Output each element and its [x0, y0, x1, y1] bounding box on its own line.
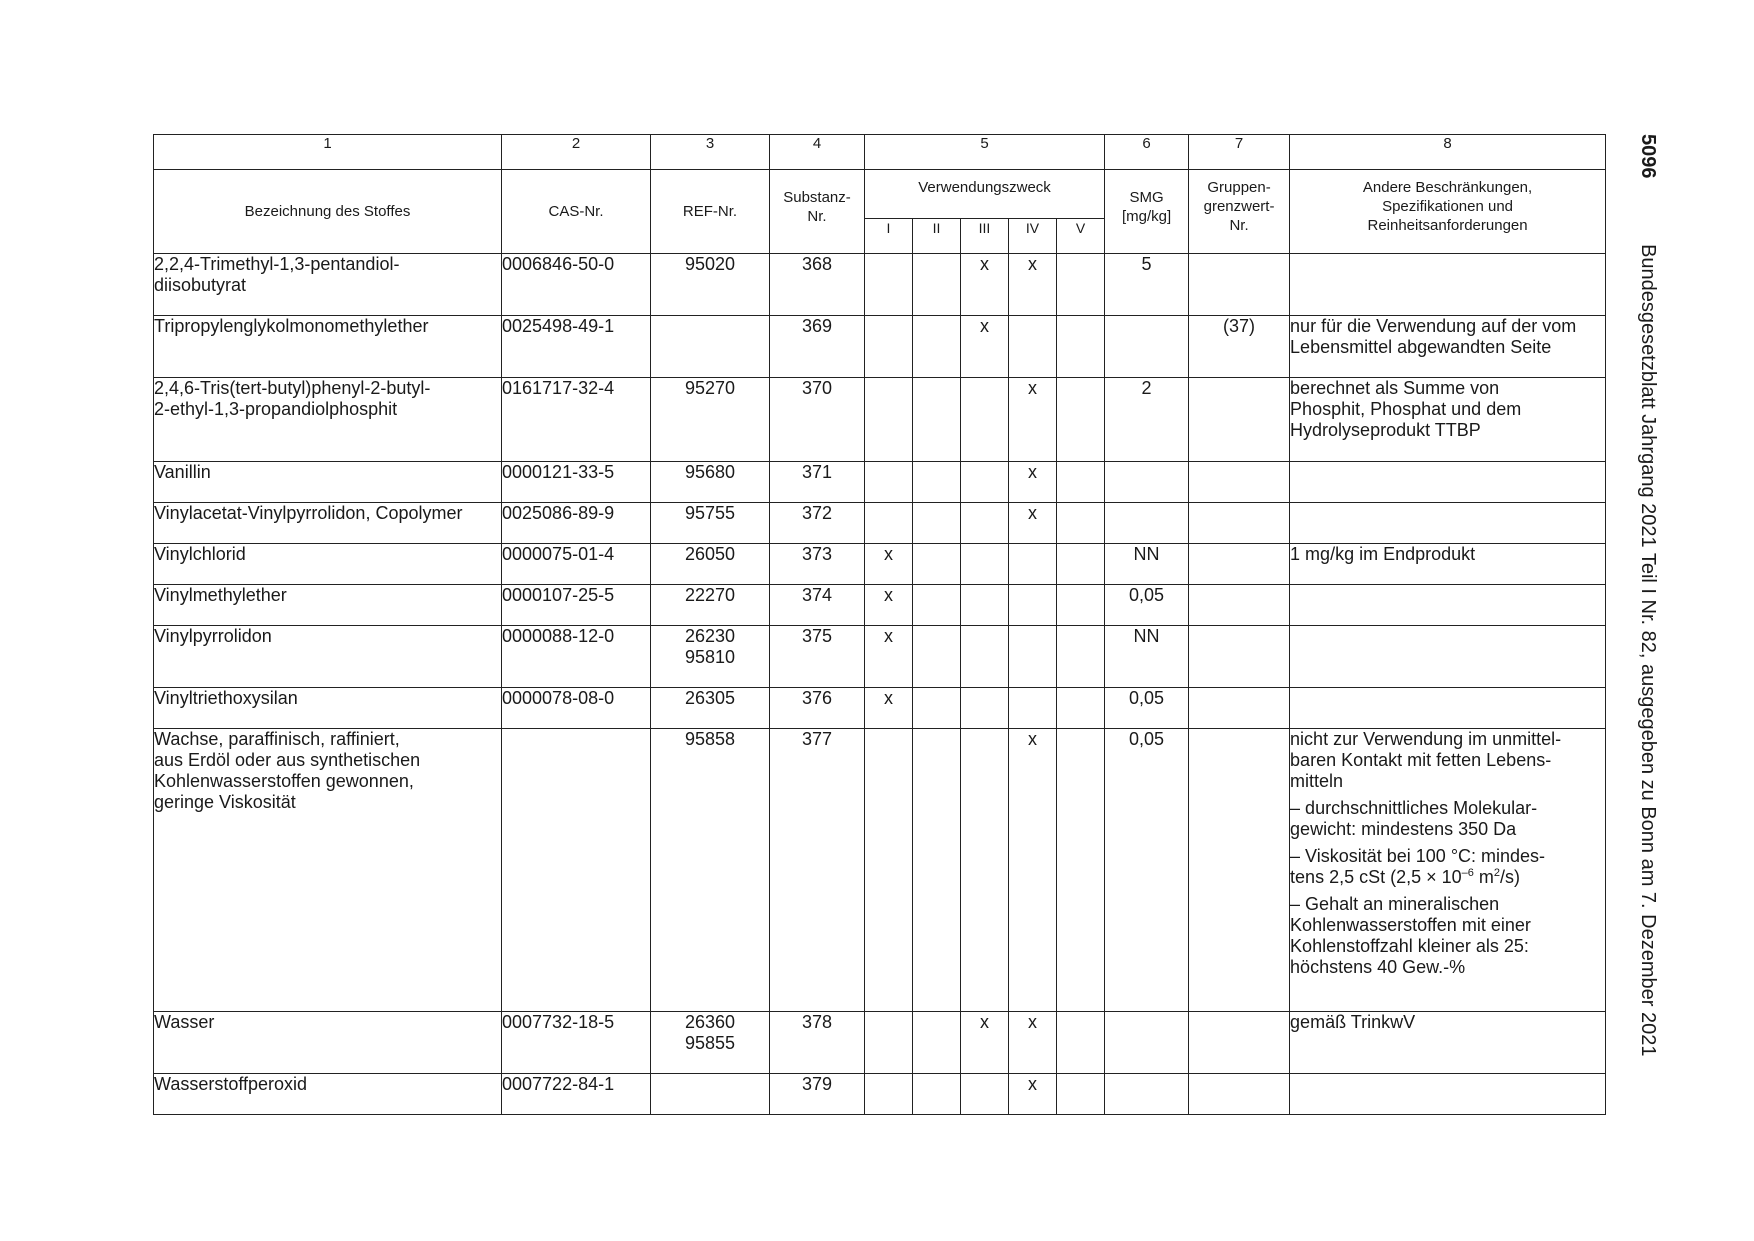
ref-number: 95270 [651, 378, 770, 462]
table-row [154, 254, 1606, 316]
restrictions: nicht zur Verwendung im unmittel- baren Kontakt mit fetten Lebens- mitteln – durchschnittliches Molekular- gewicht: mindestens 350 Da – Viskosität bei 100 °C: mindes- tens 2,5 cSt ($2,5 \times 10^{-6}$ $m^2/s$) – Gehalt an mineralischen Kohlenwasserstoffen mit einer Kohlenstoffzahl kleiner als 25: höchstens 40 Gew.-% [1290, 729, 1606, 1012]
smg-value: 0,05 [1105, 688, 1189, 729]
use-mark: x [961, 316, 1009, 378]
use-mark [913, 462, 961, 503]
use-mark [1057, 585, 1105, 626]
use-mark [961, 462, 1009, 503]
column-number-row [154, 135, 1606, 170]
use-mark [961, 626, 1009, 688]
use-mark [961, 585, 1009, 626]
use-mark [913, 1012, 961, 1074]
column-number: 8 [1290, 135, 1606, 170]
substance-name: Vinylpyrrolidon [154, 626, 502, 688]
group-limit [1189, 729, 1290, 1012]
ref-number: 95680 [651, 462, 770, 503]
substance-number: 378 [770, 1012, 865, 1074]
table-row [154, 503, 1606, 544]
use-mark [961, 1074, 1009, 1115]
cas-number: 0000078-08-0 [502, 688, 651, 729]
table-row [154, 688, 1606, 729]
ref-number [651, 1074, 770, 1115]
header-verwendung: Verwendungszweck [865, 170, 1105, 219]
column-number: 1 [154, 135, 502, 170]
use-mark [913, 585, 961, 626]
use-mark [865, 316, 913, 378]
use-mark [961, 503, 1009, 544]
ref-number: 22270 [651, 585, 770, 626]
restrictions [1290, 1074, 1606, 1115]
smg-value: 2 [1105, 378, 1189, 462]
use-mark [913, 729, 961, 1012]
group-limit [1189, 1074, 1290, 1115]
restrictions [1290, 688, 1606, 729]
substance-number: 379 [770, 1074, 865, 1115]
smg-value [1105, 462, 1189, 503]
use-mark [961, 544, 1009, 585]
substance-name: 2,2,4-Trimethyl-1,3-pentandiol- diisobutyrat [154, 254, 502, 316]
use-mark [961, 688, 1009, 729]
group-limit [1189, 462, 1290, 503]
use-mark [1057, 1012, 1105, 1074]
cas-number: 0006846-50-0 [502, 254, 651, 316]
header-andere: Andere Beschränkungen, Spezifikationen und Reinheitsanforderungen [1290, 170, 1606, 254]
substance-name: Vinyltriethoxysilan [154, 688, 502, 729]
table-row [154, 729, 1606, 1012]
substance-name: Tripropylenglykolmonomethylether [154, 316, 502, 378]
use-mark: x [1009, 1012, 1057, 1074]
substance-name: Vinylacetat-Vinylpyrrolidon, Copolymer [154, 503, 502, 544]
use-mark [913, 254, 961, 316]
substance-name: Vanillin [154, 462, 502, 503]
ref-number: 26305 [651, 688, 770, 729]
smg-value [1105, 1074, 1189, 1115]
header-use-v: V [1057, 219, 1105, 254]
use-mark: x [865, 626, 913, 688]
header-use-iii: III [961, 219, 1009, 254]
group-limit [1189, 585, 1290, 626]
table-row [154, 585, 1606, 626]
restrictions [1290, 462, 1606, 503]
use-mark: x [1009, 729, 1057, 1012]
use-mark [1057, 729, 1105, 1012]
substance-number: 371 [770, 462, 865, 503]
use-mark [1009, 316, 1057, 378]
use-mark: x [865, 585, 913, 626]
column-number: 6 [1105, 135, 1189, 170]
use-mark [913, 503, 961, 544]
group-limit [1189, 254, 1290, 316]
use-mark [1057, 254, 1105, 316]
ref-number: 26360 95855 [651, 1012, 770, 1074]
use-mark [1057, 688, 1105, 729]
use-mark: x [1009, 378, 1057, 462]
smg-value: 5 [1105, 254, 1189, 316]
restrictions: nur für die Verwendung auf der vom Lebensmittel abgewandten Seite [1290, 316, 1606, 378]
smg-value: 0,05 [1105, 585, 1189, 626]
use-mark [1057, 378, 1105, 462]
cas-number: 0007722-84-1 [502, 1074, 651, 1115]
smg-value [1105, 316, 1189, 378]
use-mark [1057, 462, 1105, 503]
cas-number: 0000088-12-0 [502, 626, 651, 688]
group-limit [1189, 688, 1290, 729]
cas-number: 0025086-89-9 [502, 503, 651, 544]
restrictions: berechnet als Summe von Phosphit, Phosphat und dem Hydrolyseprodukt TTBP [1290, 378, 1606, 462]
use-mark [1057, 626, 1105, 688]
smg-value [1105, 503, 1189, 544]
cas-number: 0025498-49-1 [502, 316, 651, 378]
use-mark [1057, 503, 1105, 544]
substance-name: Vinylmethylether [154, 585, 502, 626]
header-row [154, 170, 1606, 219]
header-name: Bezeichnung des Stoffes [154, 170, 502, 254]
use-mark [1057, 544, 1105, 585]
substance-number: 375 [770, 626, 865, 688]
substance-number: 376 [770, 688, 865, 729]
running-title: Bundesgesetzblatt Jahrgang 2021 Teil I Nr. 82, ausgegeben zu Bonn am 7. Dezember 2021 [1637, 244, 1659, 1057]
use-mark [1009, 688, 1057, 729]
use-mark [1009, 585, 1057, 626]
table-row [154, 1012, 1606, 1074]
restriction-bullet: – Viskosität bei 100 °C: mindes- tens 2,5 cSt ($2,5 \times 10^{-6}$ $m^2/s$) [1290, 846, 1546, 887]
use-mark: x [1009, 1074, 1057, 1115]
ref-number: 95755 [651, 503, 770, 544]
substance-number: 377 [770, 729, 865, 1012]
header-ref: REF-Nr. [651, 170, 770, 254]
restriction-bullet: – durchschnittliches Molekular- gewicht: mindestens 350 Da [1290, 798, 1538, 839]
use-mark [865, 1012, 913, 1074]
header-cas: CAS-Nr. [502, 170, 651, 254]
use-mark [1057, 316, 1105, 378]
group-limit [1189, 503, 1290, 544]
table-body [154, 254, 1606, 1115]
substance-number: 373 [770, 544, 865, 585]
table-row [154, 316, 1606, 378]
table-row [154, 462, 1606, 503]
use-mark [865, 503, 913, 544]
restrictions [1290, 503, 1606, 544]
use-mark [865, 378, 913, 462]
use-mark [913, 316, 961, 378]
cas-number [502, 729, 651, 1012]
restrictions: 1 mg/kg im Endprodukt [1290, 544, 1606, 585]
use-mark [865, 254, 913, 316]
use-mark [865, 729, 913, 1012]
column-number: 4 [770, 135, 865, 170]
use-mark [865, 1074, 913, 1115]
cas-number: 0161717-32-4 [502, 378, 651, 462]
column-number: 2 [502, 135, 651, 170]
cas-number: 0000121-33-5 [502, 462, 651, 503]
table-row [154, 544, 1606, 585]
restrictions [1290, 585, 1606, 626]
ref-number: 95020 [651, 254, 770, 316]
use-mark [913, 1074, 961, 1115]
table-row [154, 626, 1606, 688]
column-number: 5 [865, 135, 1105, 170]
column-number: 7 [1189, 135, 1290, 170]
table-row [154, 378, 1606, 462]
use-mark [961, 729, 1009, 1012]
column-number: 3 [651, 135, 770, 170]
substance-name: Wasser [154, 1012, 502, 1074]
use-mark: x [961, 1012, 1009, 1074]
substance-name: Wasserstoffperoxid [154, 1074, 502, 1115]
use-mark [1057, 1074, 1105, 1115]
ref-number: 95858 [651, 729, 770, 1012]
header-use-ii: II [913, 219, 961, 254]
group-limit [1189, 1012, 1290, 1074]
use-mark: x [1009, 254, 1057, 316]
use-mark: x [865, 688, 913, 729]
substance-number: 369 [770, 316, 865, 378]
restrictions [1290, 626, 1606, 688]
use-mark [913, 626, 961, 688]
group-limit: (37) [1189, 316, 1290, 378]
restriction-bullet: – Gehalt an mineralischen Kohlenwasserstoffen mit einer Kohlenstoffzahl kleiner als 25: höchstens 40 Gew.-% [1290, 894, 1531, 977]
smg-value: NN [1105, 626, 1189, 688]
cas-number: 0000075-01-4 [502, 544, 651, 585]
smg-value: NN [1105, 544, 1189, 585]
smg-value: 0,05 [1105, 729, 1189, 1012]
use-mark [913, 378, 961, 462]
use-mark [913, 544, 961, 585]
substance-number: 374 [770, 585, 865, 626]
use-mark [1009, 544, 1057, 585]
cas-number: 0000107-25-5 [502, 585, 651, 626]
substance-number: 368 [770, 254, 865, 316]
ref-number [651, 316, 770, 378]
ref-number: 26050 [651, 544, 770, 585]
use-mark [961, 378, 1009, 462]
substance-table [153, 134, 1606, 1115]
header-use-i: I [865, 219, 913, 254]
group-limit [1189, 378, 1290, 462]
header-substanz: Substanz- Nr. [770, 170, 865, 254]
substance-name: Wachse, paraffinisch, raffiniert, aus Erdöl oder aus synthetischen Kohlenwasserstoffen gewonnen, geringe Viskosität [154, 729, 502, 1012]
group-limit [1189, 544, 1290, 585]
group-limit [1189, 626, 1290, 688]
use-mark: x [961, 254, 1009, 316]
substance-name: 2,4,6-Tris(tert-butyl)phenyl-2-butyl- 2-ethyl-1,3-propandiolphosphit [154, 378, 502, 462]
substance-name: Vinylchlorid [154, 544, 502, 585]
use-mark: x [1009, 462, 1057, 503]
header-use-iv: IV [1009, 219, 1057, 254]
cas-number: 0007732-18-5 [502, 1012, 651, 1074]
running-header [1628, 134, 1668, 1057]
use-mark [913, 688, 961, 729]
page-number: 5096 [1637, 134, 1659, 179]
header-gruppen: Gruppen- grenzwert- Nr. [1189, 170, 1290, 254]
ref-number: 26230 95810 [651, 626, 770, 688]
restrictions: gemäß TrinkwV [1290, 1012, 1606, 1074]
smg-value [1105, 1012, 1189, 1074]
use-mark [865, 462, 913, 503]
table-row [154, 1074, 1606, 1115]
substance-number: 372 [770, 503, 865, 544]
use-mark: x [865, 544, 913, 585]
use-mark [1009, 626, 1057, 688]
restrictions [1290, 254, 1606, 316]
use-mark: x [1009, 503, 1057, 544]
header-smg: SMG [mg/kg] [1105, 170, 1189, 254]
substance-number: 370 [770, 378, 865, 462]
